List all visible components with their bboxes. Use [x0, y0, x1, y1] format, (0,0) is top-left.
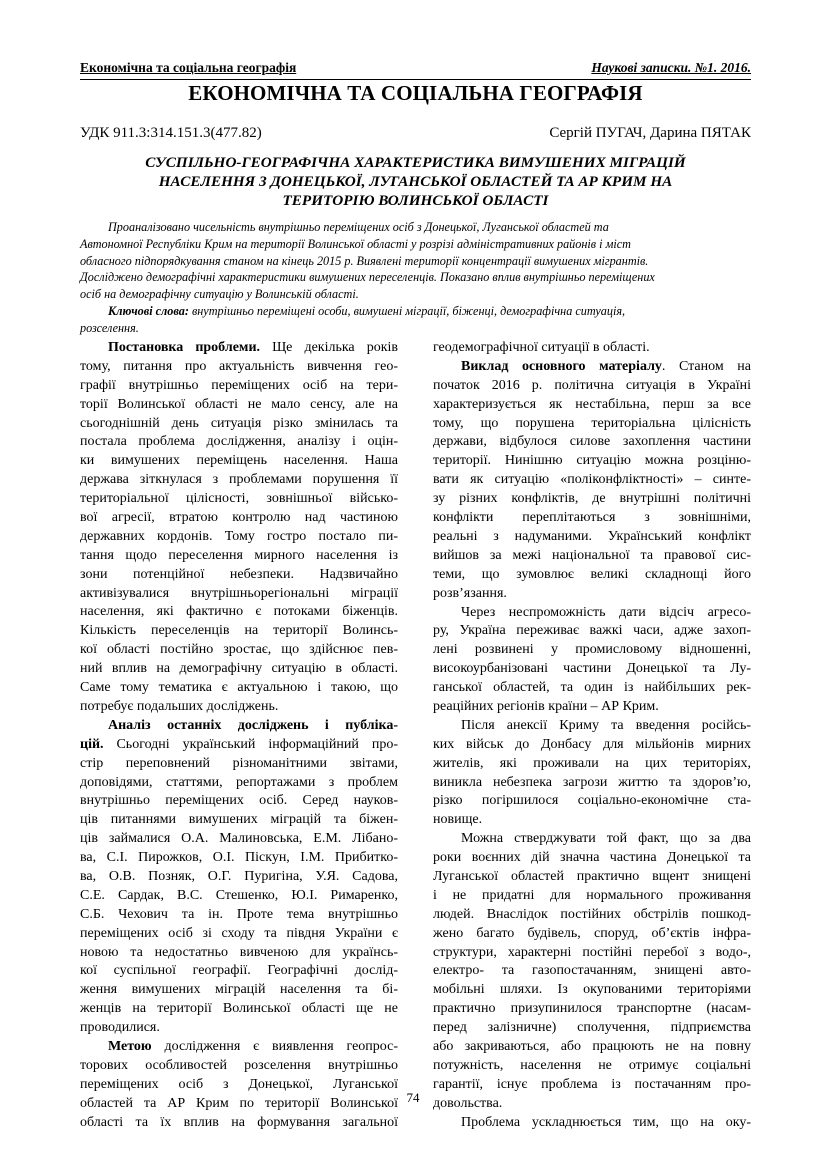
text-line: [433, 339, 751, 358]
keywords-line: [80, 303, 751, 320]
article-title-line: СУСПІЛЬНО-ГЕОГРАФІЧНА ХАРАКТЕРИСТИКА ВИМУШЕНИХ МІГРАЦІЙ: [145, 154, 686, 171]
text-line: [433, 585, 751, 604]
line-text: Сьогодні український інформаційний про-: [103, 736, 398, 752]
text-line: [433, 830, 751, 849]
text-line: [80, 962, 398, 981]
text-line: [80, 698, 398, 717]
page-number: 74: [406, 1090, 420, 1105]
text-line: [80, 377, 398, 396]
line-text: територіальної цілісності, зовнішньої військо-: [80, 491, 398, 507]
text-line: [433, 396, 751, 415]
line-text: характеризується як нестабільна, перш за все: [433, 396, 751, 412]
authors: Сергій ПУГАЧ, Дарина ПЯТАК: [549, 125, 751, 141]
line-text: і не придатні для нормального проживання: [433, 887, 751, 903]
text-line: [80, 981, 398, 1000]
line-text: кої області постійно зростає, що здійснює пев-: [80, 642, 398, 658]
abstract-line: обласного підпорядкування станом на кінець 2015 р. Виявлені території концентрації вимушених мігрантів.: [80, 253, 649, 268]
run-in-heading: Постановка проблеми.: [108, 340, 261, 355]
line-text: тому, питання про актуальність вивчення гео-: [80, 358, 398, 374]
text-line: [433, 944, 751, 963]
text-line: [80, 1114, 398, 1133]
text-line: [433, 849, 751, 868]
line-text: жено багато будівель, споруд, об’єктів інфра-: [433, 925, 751, 941]
line-text: женців на території Волинської області ще не: [80, 1001, 398, 1017]
running-header-journal: Наукові записки. №1. 2016.: [591, 60, 751, 75]
text-line: [80, 1038, 398, 1057]
line-text: держави, відбулося силове захоплення частини: [433, 434, 751, 450]
text-line: [433, 490, 751, 509]
text-line: [80, 622, 398, 641]
line-text: торових особливостей розселення внутрішньо: [80, 1057, 398, 1073]
line-text: активізувалися внутрішньорегіональні міграції: [80, 585, 398, 601]
text-line: [80, 358, 398, 377]
text-line: [433, 604, 751, 623]
text-line: [80, 490, 398, 509]
text-line: [433, 679, 751, 698]
line-text: розв’язання.: [433, 585, 507, 601]
line-text: Через неспроможність дати відсіч агресо-: [461, 604, 751, 620]
line-text: внутрішньо переміщених осіб. Серед науков-: [80, 793, 398, 809]
keywords-line: розселення.: [80, 320, 139, 335]
line-text: Луганської областей практично вщент знищені: [433, 869, 751, 884]
line-text: ва, О.В. Позняк, О.Г. Пуригіна, У.Я. Садова,: [80, 868, 398, 884]
text-line: [433, 717, 751, 736]
line-text: ганської областей, та один із найбільших рек-: [433, 680, 751, 696]
running-header-section: Економічна та соціальна географія: [80, 60, 297, 75]
abstract-line: осіб на демографічну ситуацію у Волинській області.: [80, 287, 359, 302]
line-text: практично призупинилося транспортне (насам-: [433, 1001, 751, 1017]
text-line: [80, 660, 398, 679]
line-text: сьогоднішній день ситуація різко змінилась та: [80, 415, 398, 431]
line-text: ва, С.І. Пирожков, О.І. Піскун, І.М. Прибитко-: [80, 850, 398, 866]
line-text: лені розвинені у промисловому відношенні,: [433, 642, 751, 658]
article-title-line: ТЕРИТОРІЮ ВОЛИНСЬКОЇ ОБЛАСТІ: [282, 192, 549, 209]
line-text: С.Е. Сардак, В.С. Стешенко, Ю.І. Римаренко,: [80, 887, 398, 903]
line-text: геодемографічної ситуації в області.: [433, 340, 650, 355]
text-line: [433, 887, 751, 906]
line-text: мобільні шляхи. Із окупованими територіями: [433, 982, 751, 998]
line-text: новою та недостатньо вивченою для українсь-: [80, 944, 398, 960]
line-text: області та їх вплив на формування загальної: [80, 1114, 398, 1130]
line-text: дослідження є виявлення геопрос-: [151, 1038, 398, 1054]
run-in-heading: цій.: [80, 736, 104, 752]
text-line: [433, 1057, 751, 1076]
line-text: реаційних регіонів країни – АР Крим.: [433, 698, 659, 714]
text-line: [433, 1114, 751, 1133]
line-text: ки вимушених переміщень населення. Наша: [80, 453, 398, 469]
text-line: [80, 547, 398, 566]
running-header: [80, 60, 751, 78]
line-text: Після анексії Криму та введення російсь-: [461, 717, 751, 733]
line-text: виникла небезпека загрози життю та здоров’ю,: [433, 774, 751, 790]
text-line: [80, 792, 398, 811]
line-text: теми, що зумовлює великі складнощі його: [433, 566, 751, 582]
text-line: [433, 660, 751, 679]
text-line: [433, 868, 751, 887]
line-text: торії Волинської області не мало сенсу, але на: [80, 396, 398, 412]
run-in-heading: Метою: [108, 1038, 152, 1054]
line-text: вати як ситуацію «поліконфліктності» – синте-: [433, 472, 751, 488]
run-in-heading: Виклад основного матеріалу: [461, 358, 662, 374]
line-text: Можна стверджувати той факт, що за два: [461, 831, 751, 847]
text-line: [80, 1000, 398, 1019]
text-line: [80, 1019, 398, 1038]
line-text: постала проблема дослідження, аналізу і оцін-: [80, 434, 398, 450]
text-line: [80, 433, 398, 452]
text-line: [80, 755, 398, 774]
abstract-line: Проаналізовано чисельність внутрішньо переміщених осіб з Донецької, Луганської областей та: [108, 220, 609, 234]
line-text: областей та АР Крим по території Волинської: [80, 1095, 398, 1111]
text-line: [433, 452, 751, 471]
text-line: [80, 868, 398, 887]
line-text: ру, Україна переживає важкі часи, адже захоп-: [433, 623, 751, 639]
text-line: [80, 566, 398, 585]
text-line: [80, 944, 398, 963]
line-text: потребує подальших досліджень.: [80, 698, 279, 714]
line-text: зу різних конфліктів, де внутрішні політичні: [433, 491, 751, 507]
line-text: тання щодо переселення мирного населення із: [80, 547, 398, 563]
article-title: [80, 153, 751, 210]
right-column: [433, 339, 751, 1132]
text-line: [80, 736, 398, 755]
abstract-line: Автономної Республіки Крим на території Волинської області у розрізі адміністративних районів і міст: [80, 236, 631, 251]
text-line: [80, 887, 398, 906]
text-line: [433, 415, 751, 434]
text-line: [433, 981, 751, 1000]
line-text: ний вплив на демографічну ситуацію в області.: [80, 661, 398, 677]
section-title: ЕКОНОМІЧНА ТА СОЦІАЛЬНА ГЕОГРАФІЯ: [188, 81, 643, 105]
text-line: [80, 339, 398, 358]
line-text: Проблема ускладнюється тим, що на оку-: [461, 1114, 751, 1130]
line-text: переміщених осіб зі сходу та півдня України є: [80, 925, 398, 941]
text-line: [433, 622, 751, 641]
line-text: початок 2016 р. політична ситуація в Україні: [433, 377, 751, 393]
line-text: графії внутрішньо переміщених осіб на тери-: [80, 377, 398, 393]
text-line: [433, 792, 751, 811]
text-line: [80, 717, 398, 736]
header-rule: [80, 79, 751, 80]
text-line: [80, 471, 398, 490]
line-text: різко погіршилося соціально-економічне ста-: [433, 793, 751, 809]
line-text: високоурбанізовані частини Донецької та Лу-: [433, 661, 751, 677]
line-text: кої суспільної географії. Географічні дослід-: [80, 963, 398, 979]
line-text: людей. Внаслідок постійних обстрілів пошкод-: [433, 906, 751, 922]
keywords-label: Ключові слова:: [108, 303, 189, 318]
udc-code: УДК 911.3:314.151.3(477.82): [80, 125, 262, 141]
line-text: жителів, які проживали на цих територіях,: [433, 755, 751, 771]
line-text: структури, характерні постійні перебої з водо-,: [433, 944, 751, 960]
line-text: стір переповнений різноманітними звітами,: [80, 755, 398, 771]
line-text: населення, які фактично є потоками біженців.: [80, 604, 398, 620]
left-column: [80, 339, 398, 1132]
text-line: [80, 641, 398, 660]
text-line: [80, 906, 398, 925]
text-line: [80, 509, 398, 528]
abstract-line: Досліджено демографічні характеристики вимушених переселенців. Показано вплив внутрішньо переміщених: [80, 270, 655, 285]
line-text: довольства.: [433, 1095, 503, 1111]
text-line: [80, 774, 398, 793]
line-text: ців займалися О.А. Малиновська, Е.М. Лібано-: [80, 831, 398, 847]
text-line: [80, 925, 398, 944]
text-line: [433, 962, 751, 981]
text-line: [433, 471, 751, 490]
line-text: Кількість переселенців на території Волинсь-: [80, 623, 398, 639]
text-line: [433, 358, 751, 377]
text-line: [433, 433, 751, 452]
text-line: [80, 811, 398, 830]
text-line: [433, 566, 751, 585]
line-text: гарантії, існує проблема із постачанням про-: [433, 1076, 751, 1092]
text-line: [80, 452, 398, 471]
line-text: роки воєнних дій значна частина Донецької та: [433, 850, 751, 866]
text-line: [433, 528, 751, 547]
text-line: [433, 906, 751, 925]
line-text: тому, що порушена територіальна цілісність: [433, 415, 751, 431]
run-in-heading: Аналіз останніх досліджень і публіка-: [108, 717, 398, 733]
keywords-text: внутрішньо переміщені особи, вимушені міграції, біженці, демографічна ситуація,: [188, 303, 626, 318]
text-line: [433, 1000, 751, 1019]
text-line: [433, 925, 751, 944]
line-text: потужність, населення не отримує соціальні: [433, 1057, 751, 1073]
text-line: [433, 736, 751, 755]
line-text: або закриваються, або працюють не на повну: [433, 1039, 751, 1055]
text-line: [433, 774, 751, 793]
line-text: . Станом на: [661, 358, 751, 374]
text-line: [80, 585, 398, 604]
line-text: ців питаннями вимушених міграцій та біжен-: [80, 812, 398, 828]
line-text: переміщених осіб з Донецької, Луганської: [80, 1076, 398, 1092]
text-line: [433, 1038, 751, 1057]
text-line: [433, 547, 751, 566]
abstract: [80, 219, 751, 337]
line-text: території. Нинішню ситуацію можна розціню-: [433, 453, 751, 469]
text-line: [80, 679, 398, 698]
line-text: реальні з надуманими. Український конфлікт: [433, 528, 751, 544]
text-line: [80, 415, 398, 434]
line-text: державних кордонів. Тому гостро постало пи-: [80, 528, 398, 544]
text-line: [80, 830, 398, 849]
line-text: С.Б. Чехович та ін. Проте тема внутрішньо: [80, 906, 398, 922]
line-text: електро- та газопостачанням, знищені авто-: [433, 963, 751, 979]
text-line: [433, 1019, 751, 1038]
text-line: [433, 698, 751, 717]
text-line: [433, 641, 751, 660]
text-line: [80, 528, 398, 547]
line-text: Саме тому тематика є актуальною і такою, що: [80, 680, 398, 696]
text-line: [433, 755, 751, 774]
article-title-line: НАСЕЛЕННЯ З ДОНЕЦЬКОЇ, ЛУГАНСЬКОЇ ОБЛАСТЕЙ ТА АР КРИМ НА: [158, 173, 673, 190]
text-line: [433, 811, 751, 830]
line-text: проводилися.: [80, 1020, 160, 1036]
text-line: [80, 603, 398, 622]
text-line: [80, 849, 398, 868]
text-line: [80, 1057, 398, 1076]
line-text: ження вимушених міграцій населення та бі-: [80, 982, 398, 998]
line-text: перед залізничне) сполучення, підприємства: [433, 1020, 751, 1036]
line-text: вої агресії, втратою контролю над частиною: [80, 510, 398, 526]
line-text: Ще декілька років: [260, 340, 398, 355]
line-text: конфлікти переплітаються з зовнішніми,: [433, 510, 751, 526]
text-line: [433, 377, 751, 396]
text-line: [433, 509, 751, 528]
line-text: вийшов за межі національної та правової сис-: [433, 547, 751, 563]
line-text: ких військ до Донбасу для мільйонів мирних: [433, 736, 751, 752]
line-text: зони потенційної небезпеки. Надзвичайно: [80, 566, 398, 582]
line-text: новище.: [433, 812, 483, 828]
line-text: держава зіткнулася з проблемами порушення її: [80, 472, 398, 488]
text-line: [80, 396, 398, 415]
line-text: доповідями, статтями, репортажами з проблем: [80, 774, 398, 790]
